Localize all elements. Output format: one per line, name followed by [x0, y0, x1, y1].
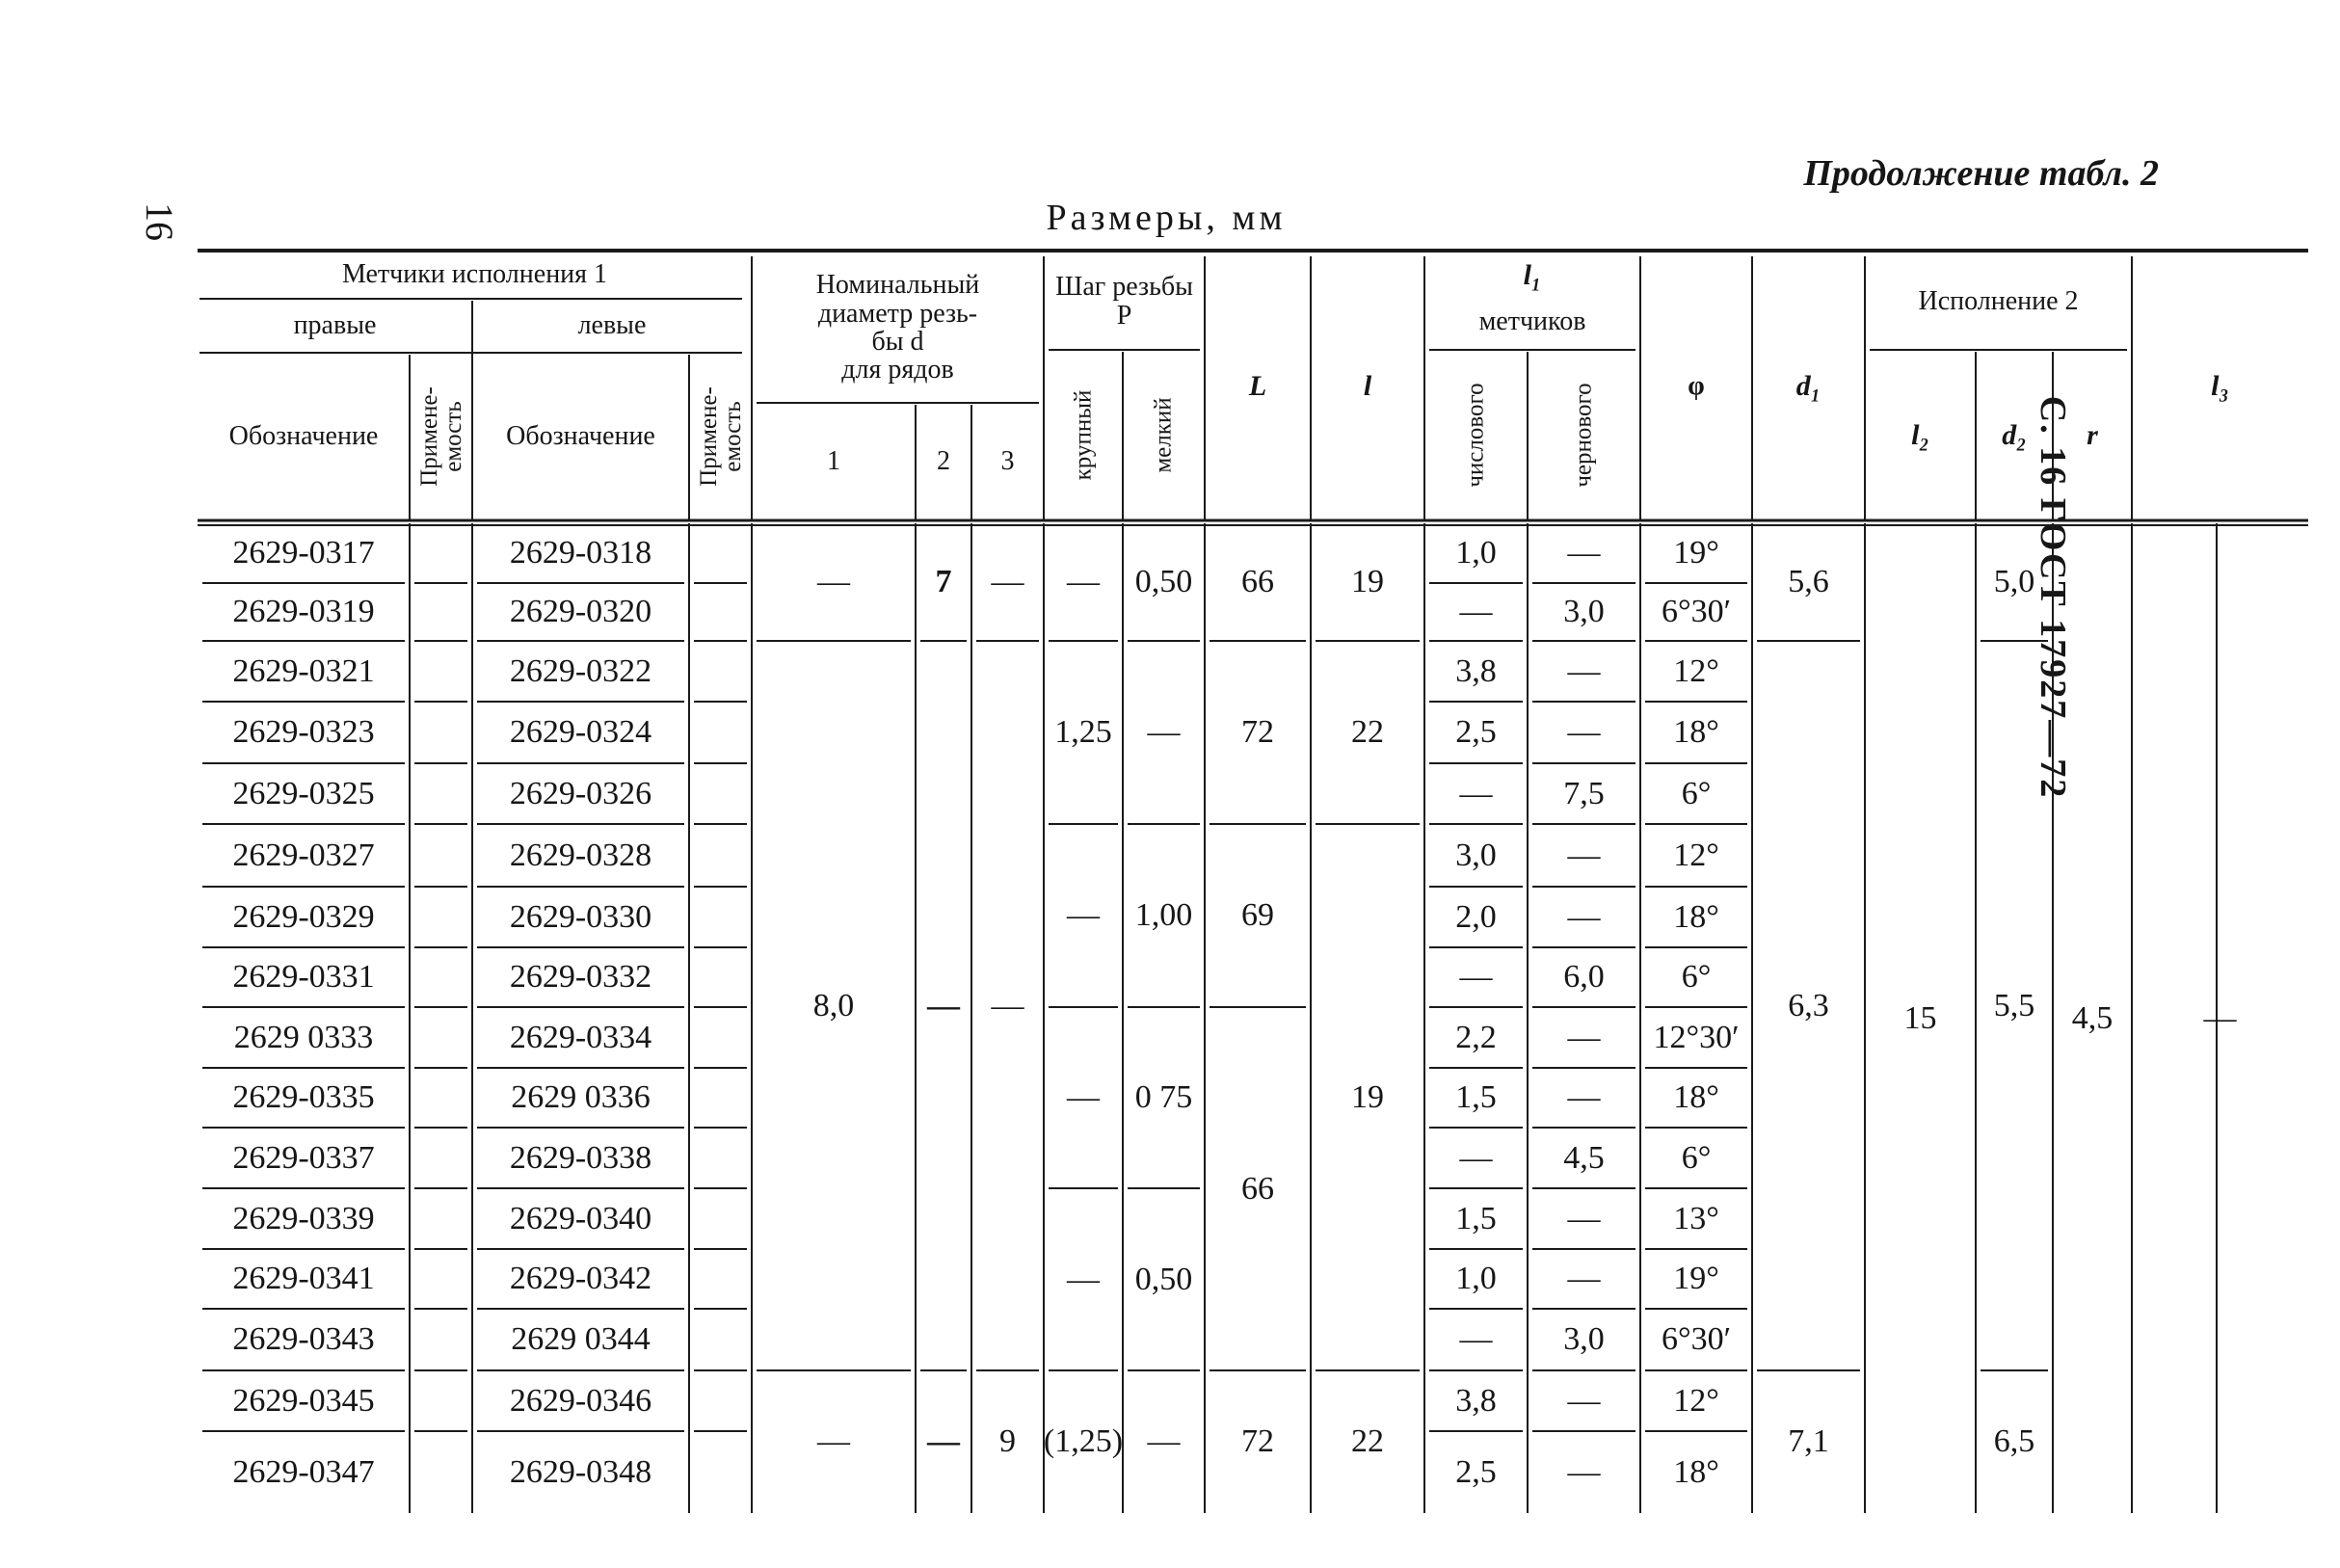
merged-d1: 7,1: [1788, 1423, 1829, 1460]
table-row-left-designation: 2629-0332: [509, 959, 652, 996]
header-row1: 1: [827, 446, 840, 477]
merged-d2: 5,5: [1993, 987, 2035, 1023]
table-row-left-designation: 2629-0346: [509, 1382, 652, 1419]
table-row-phi: 18°: [1673, 898, 1719, 935]
merged-L: 69: [1241, 897, 1274, 934]
table-row-right-designation: 2629-0325: [232, 775, 375, 811]
table-row-l1-roughing: 3,0: [1563, 1321, 1605, 1358]
header-finishing-text: числового: [1463, 383, 1490, 488]
table-row-l1-finishing: 3,8: [1455, 652, 1497, 689]
table-row-right-designation: 2629-0341: [232, 1261, 375, 1297]
header-l1: l₁: [1523, 259, 1542, 292]
header-phi: φ: [1688, 371, 1705, 402]
merged-pitch-fine: —: [1147, 1423, 1181, 1460]
table-row-left-designation: 2629-0324: [509, 714, 652, 751]
table-row-right-designation: 2629-0347: [232, 1453, 375, 1490]
header-applicability-right-text: Примене- емость: [415, 386, 466, 487]
merged-L: 66: [1241, 564, 1274, 600]
table-row-l1-finishing: 3,8: [1455, 1382, 1497, 1419]
table-row-left-designation: 2629-0340: [509, 1200, 652, 1236]
table-row-l1-finishing: 3,0: [1455, 837, 1497, 873]
table-row-left-designation: 2629-0318: [509, 535, 652, 571]
merged-d-row3: —: [991, 564, 1024, 600]
table-row-phi: 12°: [1673, 1382, 1719, 1419]
merged-pitch-fine: —: [1147, 714, 1181, 751]
merged-d2: 5,0: [1993, 564, 2035, 600]
merged-L: 66: [1241, 1170, 1274, 1207]
table-row-left-designation: 2629-0326: [509, 775, 652, 811]
table-row-right-designation: 2629-0343: [232, 1321, 375, 1358]
table-row-l1-roughing: —: [1567, 837, 1601, 873]
table-row-phi: 18°: [1673, 1453, 1719, 1490]
merged-d1: 5,6: [1788, 564, 1829, 600]
table-row-right-designation: 2629-0329: [232, 898, 375, 935]
table-row-l1-finishing: 1,5: [1455, 1200, 1497, 1236]
table-row-left-designation: 2629-0322: [509, 652, 652, 689]
table-row-l1-roughing: —: [1567, 1019, 1601, 1055]
table-row-l1-finishing: 2,5: [1455, 714, 1497, 751]
table-row-phi: 18°: [1673, 714, 1719, 751]
table-row-left-designation: 2629 0344: [511, 1321, 651, 1358]
table-row-phi: 12°30′: [1653, 1019, 1740, 1055]
header-thread-pitch: Шаг резьбы P: [1055, 272, 1193, 331]
header-right: правые: [293, 310, 377, 341]
merged-pitch-fine: 0,50: [1134, 564, 1193, 600]
table-row-l1-finishing: 2,0: [1455, 898, 1497, 935]
merged-l: 22: [1351, 1423, 1384, 1460]
table-row-l1-roughing: 3,0: [1563, 594, 1605, 630]
merged-d-row1: 8,0: [812, 987, 855, 1023]
header-fine-text: мелкий: [1150, 397, 1177, 473]
table-row-phi: 19°: [1673, 1261, 1719, 1297]
table-row-phi: 6°30′: [1661, 1321, 1732, 1358]
merged-d-row2: —: [927, 987, 960, 1023]
header-d2: d₂: [2002, 418, 2027, 451]
table-row-left-designation: 2629-0320: [509, 594, 652, 630]
table-row-l1-roughing: —: [1567, 1200, 1601, 1236]
table-row-l1-roughing: 6,0: [1563, 959, 1605, 996]
merged-d-row3: 9: [999, 1423, 1016, 1460]
table-row-right-designation: 2629-0345: [232, 1382, 375, 1419]
table-row-right-designation: 2629-0335: [232, 1079, 375, 1116]
merged-pitch-fine: 1,00: [1134, 897, 1193, 934]
table-row-phi: 13°: [1673, 1200, 1719, 1236]
table-row-left-designation: 2629-0334: [509, 1019, 652, 1055]
table-row-right-designation: 2629-0319: [232, 594, 375, 630]
header-roughing-text: чернового: [1570, 383, 1597, 488]
header-taps-word: метчиков: [1478, 306, 1586, 337]
header-r: r: [2087, 418, 2098, 451]
merged-l2: 15: [1903, 999, 1937, 1036]
header-l2: l₂: [1911, 418, 1929, 451]
merged-r: 4,5: [2071, 999, 2114, 1036]
merged-d-row3: —: [991, 987, 1024, 1023]
header-designation-left: Обозначение: [506, 421, 655, 452]
table-row-l1-roughing: —: [1567, 1261, 1601, 1297]
running-title: С. 16 ГОСТ 17927—72: [2033, 395, 2073, 800]
page-number: 16: [138, 202, 181, 241]
header-row3: 3: [1000, 446, 1015, 477]
table-row-left-designation: 2629-0348: [509, 1453, 652, 1490]
merged-d-row2: —: [927, 1423, 960, 1460]
table-row-l1-roughing: —: [1567, 898, 1601, 935]
merged-d-row2: 7: [935, 564, 952, 600]
table-row-l1-finishing: 2,2: [1455, 1019, 1497, 1055]
header-l3: l₃: [2211, 370, 2229, 403]
header-roughing: [1528, 350, 1640, 520]
merged-l: 19: [1351, 1078, 1384, 1115]
table-row-phi: 19°: [1673, 535, 1719, 571]
header-coarse-text: крупный: [1070, 389, 1097, 481]
merged-L: 72: [1241, 714, 1274, 751]
header-fine: [1123, 350, 1205, 520]
table-row-phi: 6°: [1681, 775, 1712, 811]
table-row-l1-roughing: —: [1567, 535, 1601, 571]
table-row-right-designation: 2629-0339: [232, 1200, 375, 1236]
header-designation-right: Обозначение: [228, 421, 379, 452]
table-row-phi: 6°: [1681, 1139, 1712, 1176]
header-coarse: [1044, 350, 1123, 520]
header-d1: d₁: [1795, 370, 1821, 403]
header-left: левые: [577, 310, 647, 341]
table-row-phi: 12°: [1673, 652, 1719, 689]
table-row-l1-finishing: —: [1459, 1321, 1493, 1358]
merged-pitch-coarse: 1,25: [1054, 714, 1112, 751]
merged-pitch-fine: 0,50: [1134, 1261, 1193, 1297]
header-applicability-left: [689, 353, 752, 520]
merged-d-row1: —: [817, 564, 850, 600]
header-version2: Исполнение 2: [1918, 285, 2079, 316]
table-row-l1-roughing: —: [1567, 1079, 1601, 1116]
merged-pitch-fine: 0 75: [1134, 1079, 1193, 1116]
table-row-l1-finishing: 1,0: [1455, 535, 1497, 571]
table-row-l1-finishing: —: [1459, 959, 1493, 996]
table-row-phi: 6°: [1681, 959, 1712, 996]
header-applicability-right: [410, 353, 472, 520]
header-applicability-left-text: Примене- емость: [695, 386, 746, 487]
table-row-right-designation: 2629 0333: [233, 1019, 374, 1055]
table-row-phi: 18°: [1673, 1079, 1719, 1116]
header-taps-version1: Метчики исполнения 1: [341, 259, 608, 290]
table-row-l1-roughing: 7,5: [1563, 775, 1605, 811]
table-row-left-designation: 2629-0328: [509, 837, 652, 873]
merged-d1: 6,3: [1788, 987, 1829, 1023]
table-row-l1-finishing: 2,5: [1455, 1453, 1497, 1490]
table-row-right-designation: 2629-0331: [232, 959, 375, 996]
table-continuation-caption: Продолжение табл. 2: [1803, 153, 2159, 194]
table-row-phi: 6°30′: [1661, 594, 1732, 630]
header-finishing: [1424, 350, 1528, 520]
merged-L: 72: [1241, 1423, 1274, 1460]
table-row-phi: 12°: [1673, 837, 1719, 873]
table-row-right-designation: 2629-0327: [232, 837, 375, 873]
merged-l: 19: [1351, 564, 1384, 600]
table-row-l1-finishing: 1,5: [1455, 1079, 1497, 1116]
table-row-l1-finishing: —: [1459, 1139, 1493, 1176]
table-row-left-designation: 2629-0338: [509, 1139, 652, 1176]
header-l: l: [1363, 370, 1372, 403]
table-row-l1-roughing: —: [1567, 652, 1601, 689]
merged-pitch-coarse: —: [1067, 1261, 1100, 1297]
table-row-l1-finishing: 1,0: [1455, 1261, 1497, 1297]
table-row-l1-roughing: —: [1567, 714, 1601, 751]
merged-d2: 6,5: [1993, 1423, 2035, 1460]
table-row-right-designation: 2629-0317: [232, 535, 375, 571]
merged-pitch-coarse: —: [1067, 897, 1100, 934]
table-row-left-designation: 2629 0336: [511, 1079, 651, 1116]
table-row-l1-finishing: —: [1459, 594, 1493, 630]
merged-pitch-coarse: —: [1067, 1079, 1100, 1116]
table-row-l1-roughing: —: [1567, 1382, 1601, 1419]
table-row-l1-finishing: —: [1459, 775, 1493, 811]
header-nominal-diameter: Номинальный диаметр резь- бы d для рядов: [815, 270, 980, 385]
table-row-left-designation: 2629-0342: [509, 1261, 652, 1297]
table-row-right-designation: 2629-0323: [232, 714, 375, 751]
merged-l: 22: [1351, 714, 1384, 751]
table-row-right-designation: 2629-0337: [232, 1139, 375, 1176]
table-row-left-designation: 2629-0330: [509, 898, 652, 935]
merged-d-row1: —: [817, 1423, 850, 1460]
merged-pitch-coarse: (1,25): [1043, 1423, 1124, 1460]
header-row2: 2: [937, 446, 950, 477]
table-row-l1-roughing: —: [1567, 1453, 1601, 1490]
dimensions-title: Размеры, мм: [1046, 198, 1287, 238]
merged-l3: —: [2203, 999, 2237, 1036]
table-row-right-designation: 2629-0321: [232, 652, 375, 689]
merged-pitch-coarse: —: [1067, 564, 1100, 600]
table-row-l1-roughing: 4,5: [1563, 1139, 1605, 1176]
header-L: L: [1248, 370, 1267, 403]
